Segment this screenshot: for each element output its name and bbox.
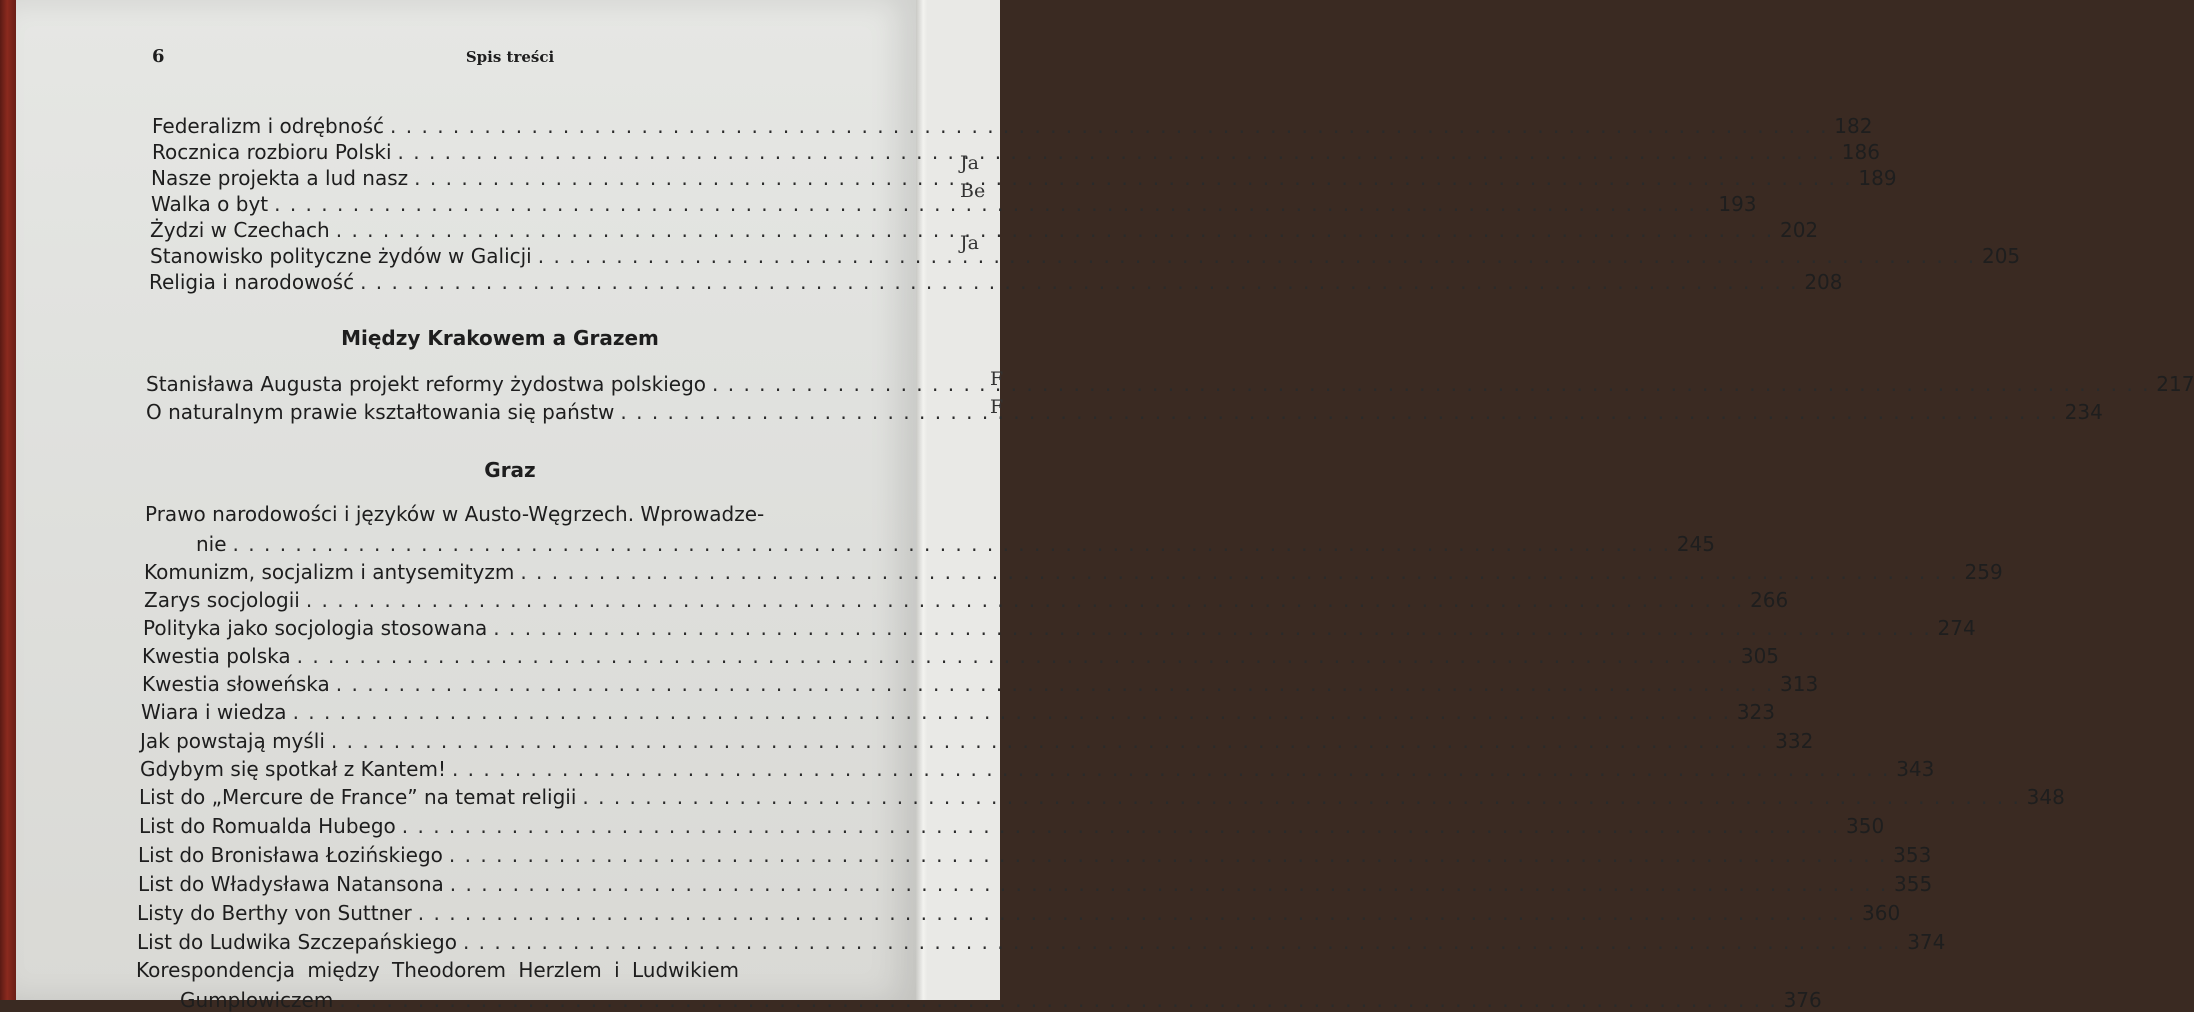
toc-entry-page: 348 — [2026, 785, 2065, 809]
dot-leader — [402, 814, 1838, 838]
toc-entry-page: 182 — [1834, 114, 1873, 138]
toc-entry-title: List do Romualda Hubego — [139, 814, 396, 838]
toc-entry-page: 313 — [1780, 672, 1819, 696]
dot-leader — [274, 192, 1710, 216]
toc-entry — [138, 868, 1933, 896]
dot-leader — [452, 757, 1888, 781]
toc-entry-page: 305 — [1740, 644, 1780, 668]
running-header: Spis treści — [465, 48, 555, 66]
toc-entry-title: Gdybym się spotkał z Kantem! — [140, 757, 446, 781]
dot-leader — [520, 560, 1956, 584]
toc-entry-title: Polityka jako socjologia stosowana — [143, 616, 488, 640]
adjacent-page-fragment: Be — [960, 180, 986, 202]
toc-entry-page: 376 — [1783, 988, 1822, 1012]
dot-leader — [450, 872, 1886, 896]
toc-entry — [140, 753, 1935, 781]
toc-entry — [139, 781, 2065, 809]
toc-entry — [143, 612, 1976, 640]
adjacent-page-fragment: F — [990, 396, 1004, 418]
dot-leader — [297, 644, 1733, 668]
dot-leader — [414, 166, 1850, 190]
dot-leader — [339, 988, 1775, 1012]
toc-entry — [142, 640, 1780, 668]
toc-entry — [180, 984, 1822, 1012]
toc-entry — [142, 668, 1819, 696]
toc-entry-page: 205 — [1981, 244, 2021, 268]
toc-entry-title: Religia i narodowość — [149, 270, 355, 294]
dot-leader — [336, 218, 1772, 242]
dot-leader — [418, 901, 1854, 925]
book-binding — [0, 0, 16, 1000]
toc-entry-page: 193 — [1718, 192, 1757, 216]
toc-entry-title: nie — [196, 532, 227, 556]
toc-entry — [144, 556, 2003, 584]
dot-leader — [293, 700, 1729, 724]
toc-entry-title: List do Ludwika Szczepańskiego — [137, 930, 457, 954]
toc-entry-title: List do „Mercure de France” na temat religii — [139, 785, 577, 809]
toc-entry-page: 360 — [1862, 901, 1901, 925]
dot-leader — [712, 372, 2148, 396]
dot-leader — [493, 616, 1929, 640]
toc-entry — [137, 926, 1946, 954]
toc-entry-title: List do Bronisława Łozińskiego — [138, 843, 443, 867]
toc-entry-page: 374 — [1907, 930, 1946, 954]
toc-entry-title: Listy do Berthy von Suttner — [137, 901, 412, 925]
toc-entry-page: 245 — [1676, 532, 1715, 556]
dot-leader — [336, 672, 1772, 696]
toc-entry-title: Walka o byt — [151, 192, 269, 216]
toc-entry-page: 217 — [2156, 372, 2194, 396]
page-number: 6 — [152, 46, 165, 67]
dot-leader — [538, 244, 1974, 268]
toc-entry-page: 332 — [1775, 729, 1814, 753]
toc-entry-title: Stanowisko polityczne żydów w Galicji — [150, 244, 532, 268]
toc-entry-title: Komunizm, socjalizm i antysemityzm — [144, 560, 515, 584]
adjacent-page-fragment: Ja — [960, 152, 979, 174]
toc-entry-title: Wiara i wiedza — [141, 700, 287, 724]
toc-entry-title: Kwestia polska — [142, 644, 291, 668]
toc-entry-title: List do Władysława Natansona — [138, 872, 444, 896]
dot-leader — [233, 532, 1669, 556]
toc-entry-page: 353 — [1893, 843, 1932, 867]
toc-entry-page: 266 — [1750, 588, 1789, 612]
toc-entry-page: 208 — [1804, 270, 1843, 294]
toc-entry-page: 234 — [2064, 400, 2103, 424]
toc-entry-title: Prawo narodowości i języków w Austo-Węgrzech. Wprowadze- — [145, 502, 765, 526]
dot-leader — [306, 588, 1742, 612]
dot-leader — [398, 140, 1834, 164]
toc-entry-page: 343 — [1896, 757, 1935, 781]
dot-leader — [360, 270, 1796, 294]
toc-entry — [150, 214, 1819, 242]
dot-leader — [463, 930, 1899, 954]
toc-entry — [149, 266, 1843, 294]
toc-entry-title: Federalizm i odrębność — [152, 114, 385, 138]
toc-entry-page: 202 — [1779, 218, 1819, 242]
toc-entry — [137, 897, 1901, 925]
toc-entry — [138, 839, 1932, 867]
toc-entry — [144, 584, 1789, 612]
toc-entry-page: 350 — [1846, 814, 1885, 838]
dot-leader — [449, 843, 1885, 867]
toc-entry-title: Żydzi w Czechach — [150, 218, 330, 242]
toc-entry — [146, 368, 2194, 396]
toc-entry — [152, 110, 1873, 138]
section-heading: Między Krakowem a Grazem — [341, 326, 659, 350]
toc-entry — [146, 396, 2103, 424]
toc-entry-page: 355 — [1894, 872, 1933, 896]
toc-entry-title: Jak powstają myśli — [140, 729, 325, 753]
toc-entry-title: Kwestia słoweńska — [142, 672, 330, 696]
toc-entry-page: 189 — [1858, 166, 1897, 190]
adjacent-page-fragment: F — [990, 368, 1004, 390]
toc-entry-title: Stanisława Augusta projekt reformy żydostwa polskiego — [146, 372, 707, 396]
toc-entry-page: 259 — [1964, 560, 2003, 584]
dot-leader — [390, 114, 1826, 138]
toc-entry — [196, 528, 1715, 556]
toc-entry-page: 186 — [1841, 140, 1880, 164]
toc-entry-title: Zarys socjologii — [144, 588, 300, 612]
section-heading: Graz — [484, 458, 536, 482]
toc-entry-title: O naturalnym prawie kształtowania się państw — [146, 400, 615, 424]
toc-entry-title: Rocznica rozbioru Polski — [152, 140, 392, 164]
toc-entry-title: Korespondencja między Theodorem Herzlem i Ludwikiem — [136, 958, 740, 982]
dot-leader — [620, 400, 2056, 424]
toc-entry-page: 323 — [1736, 700, 1775, 724]
toc-entry-title: Gumplowiczem — [180, 988, 334, 1012]
toc-entry-page: 274 — [1937, 616, 1976, 640]
toc-entry — [140, 725, 1814, 753]
toc-entry — [139, 810, 1885, 838]
toc-entry — [141, 696, 1775, 724]
dot-leader — [331, 729, 1767, 753]
toc-entry-title: Nasze projekta a lud nasz — [151, 166, 409, 190]
dot-leader — [582, 785, 2018, 809]
adjacent-page-fragment: Ja — [960, 232, 979, 254]
